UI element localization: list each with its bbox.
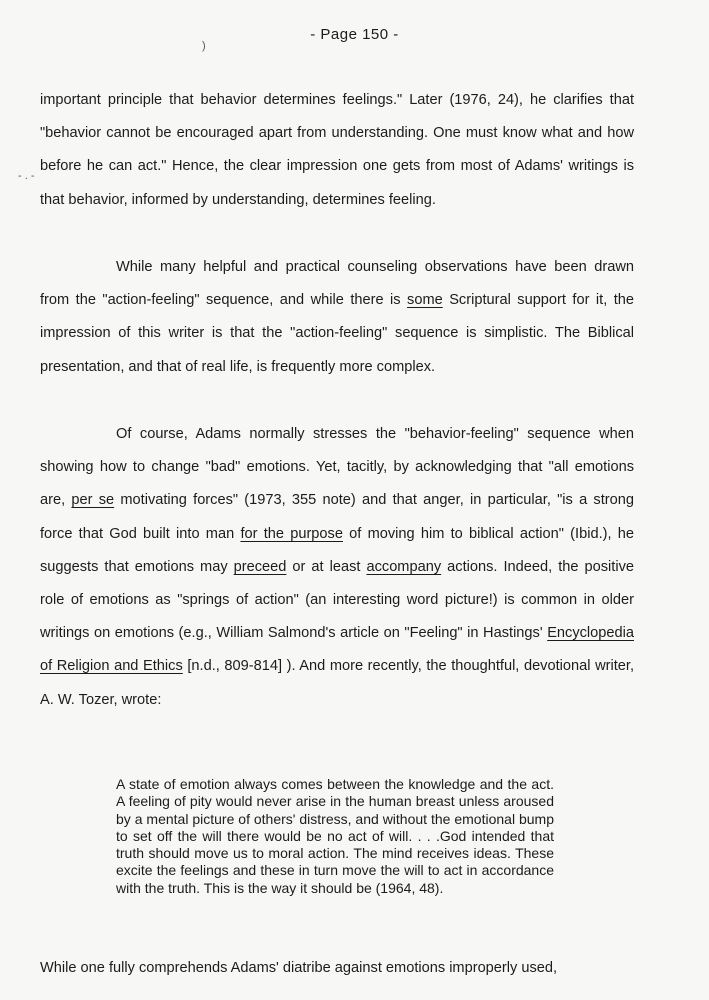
body-paragraph-4: While one fully comprehends Adams' diatribe against emotions improperly used, (40, 960, 558, 976)
p3-text-d: or at least (286, 558, 367, 575)
p2-text-b: Scriptural support for it, the impression of this writer is that the "action-feeling" sequence is simplistic. The Biblical presentation, and that of real life, is frequently more complex. (40, 292, 634, 375)
p3-text-a: Of course, Adams normally stresses the "behavior-feeling" sequence when showing how to change "bad" emotions. Yet, tacitly, by acknowledging that "all emotions are, (40, 426, 634, 509)
body-paragraph-2 (40, 251, 634, 384)
p3-text-f: [n.d., 809-814] ). And more recently, the thoughtful, devotional writer, A. W. Tozer, wrote: (40, 658, 634, 708)
body-paragraph-3 (40, 418, 634, 717)
p3-emphasis-preceed: preceed (233, 558, 287, 575)
p3-emphasis-for-the-purpose: for the purpose (240, 525, 343, 542)
p3-text-c: of moving him to biblical action" (Ibid.), he suggests that emotions may (40, 525, 635, 575)
body-paragraph-3-container (40, 418, 634, 717)
block-quote: A state of emotion always comes between the knowledge and the act. A feeling of pity would never arise in the human breast unless aroused by a mental picture of others' distress, and without the emotional bump to set off the will there would be no act of will. . . .God intended that truth should move us to moral action. The mind receives ideas. These excite the feelings and these in turn move the will to act in accordance with the truth. This is the way it should be (1964, 48). (116, 776, 554, 896)
p2-emphasis-some: some (407, 292, 443, 309)
p3-book-title: Encyclopedia of Religion and Ethics (40, 625, 634, 675)
body-paragraph-1: important principle that behavior determines feelings." Later (1976, 24), he clarifies that "behavior cannot be encouraged apart from understanding. One must know what and how before he can act." Hence, the clear impression one gets from most of Adams' writings is that behavior, informed by understanding, determines feeling. (40, 92, 634, 208)
p3-emphasis-accompany: accompany (366, 558, 442, 575)
p3-text-b: motivating forces" (1973, 355 note) and that anger, in particular, "is a strong force that God built into man (40, 492, 634, 542)
body-paragraph-1-container (40, 84, 634, 217)
margin-mark: - . - (18, 170, 35, 182)
p2-text-a: While many helpful and practical counseling observations have been drawn from the "action-feeling" sequence, and while there is (40, 259, 634, 309)
stray-mark: ) (202, 40, 206, 52)
p3-emphasis-per-se: per se (71, 492, 115, 509)
p3-text-e: actions. Indeed, the positive role of emotions as "springs of action" (an interesting word picture!) is common in older writings on emotions (e.g., William Salmond's article on "Feeling" in Hastings' (40, 558, 634, 642)
page-number: - Page 150 - (310, 26, 399, 43)
body-paragraph-2-container (40, 251, 634, 384)
